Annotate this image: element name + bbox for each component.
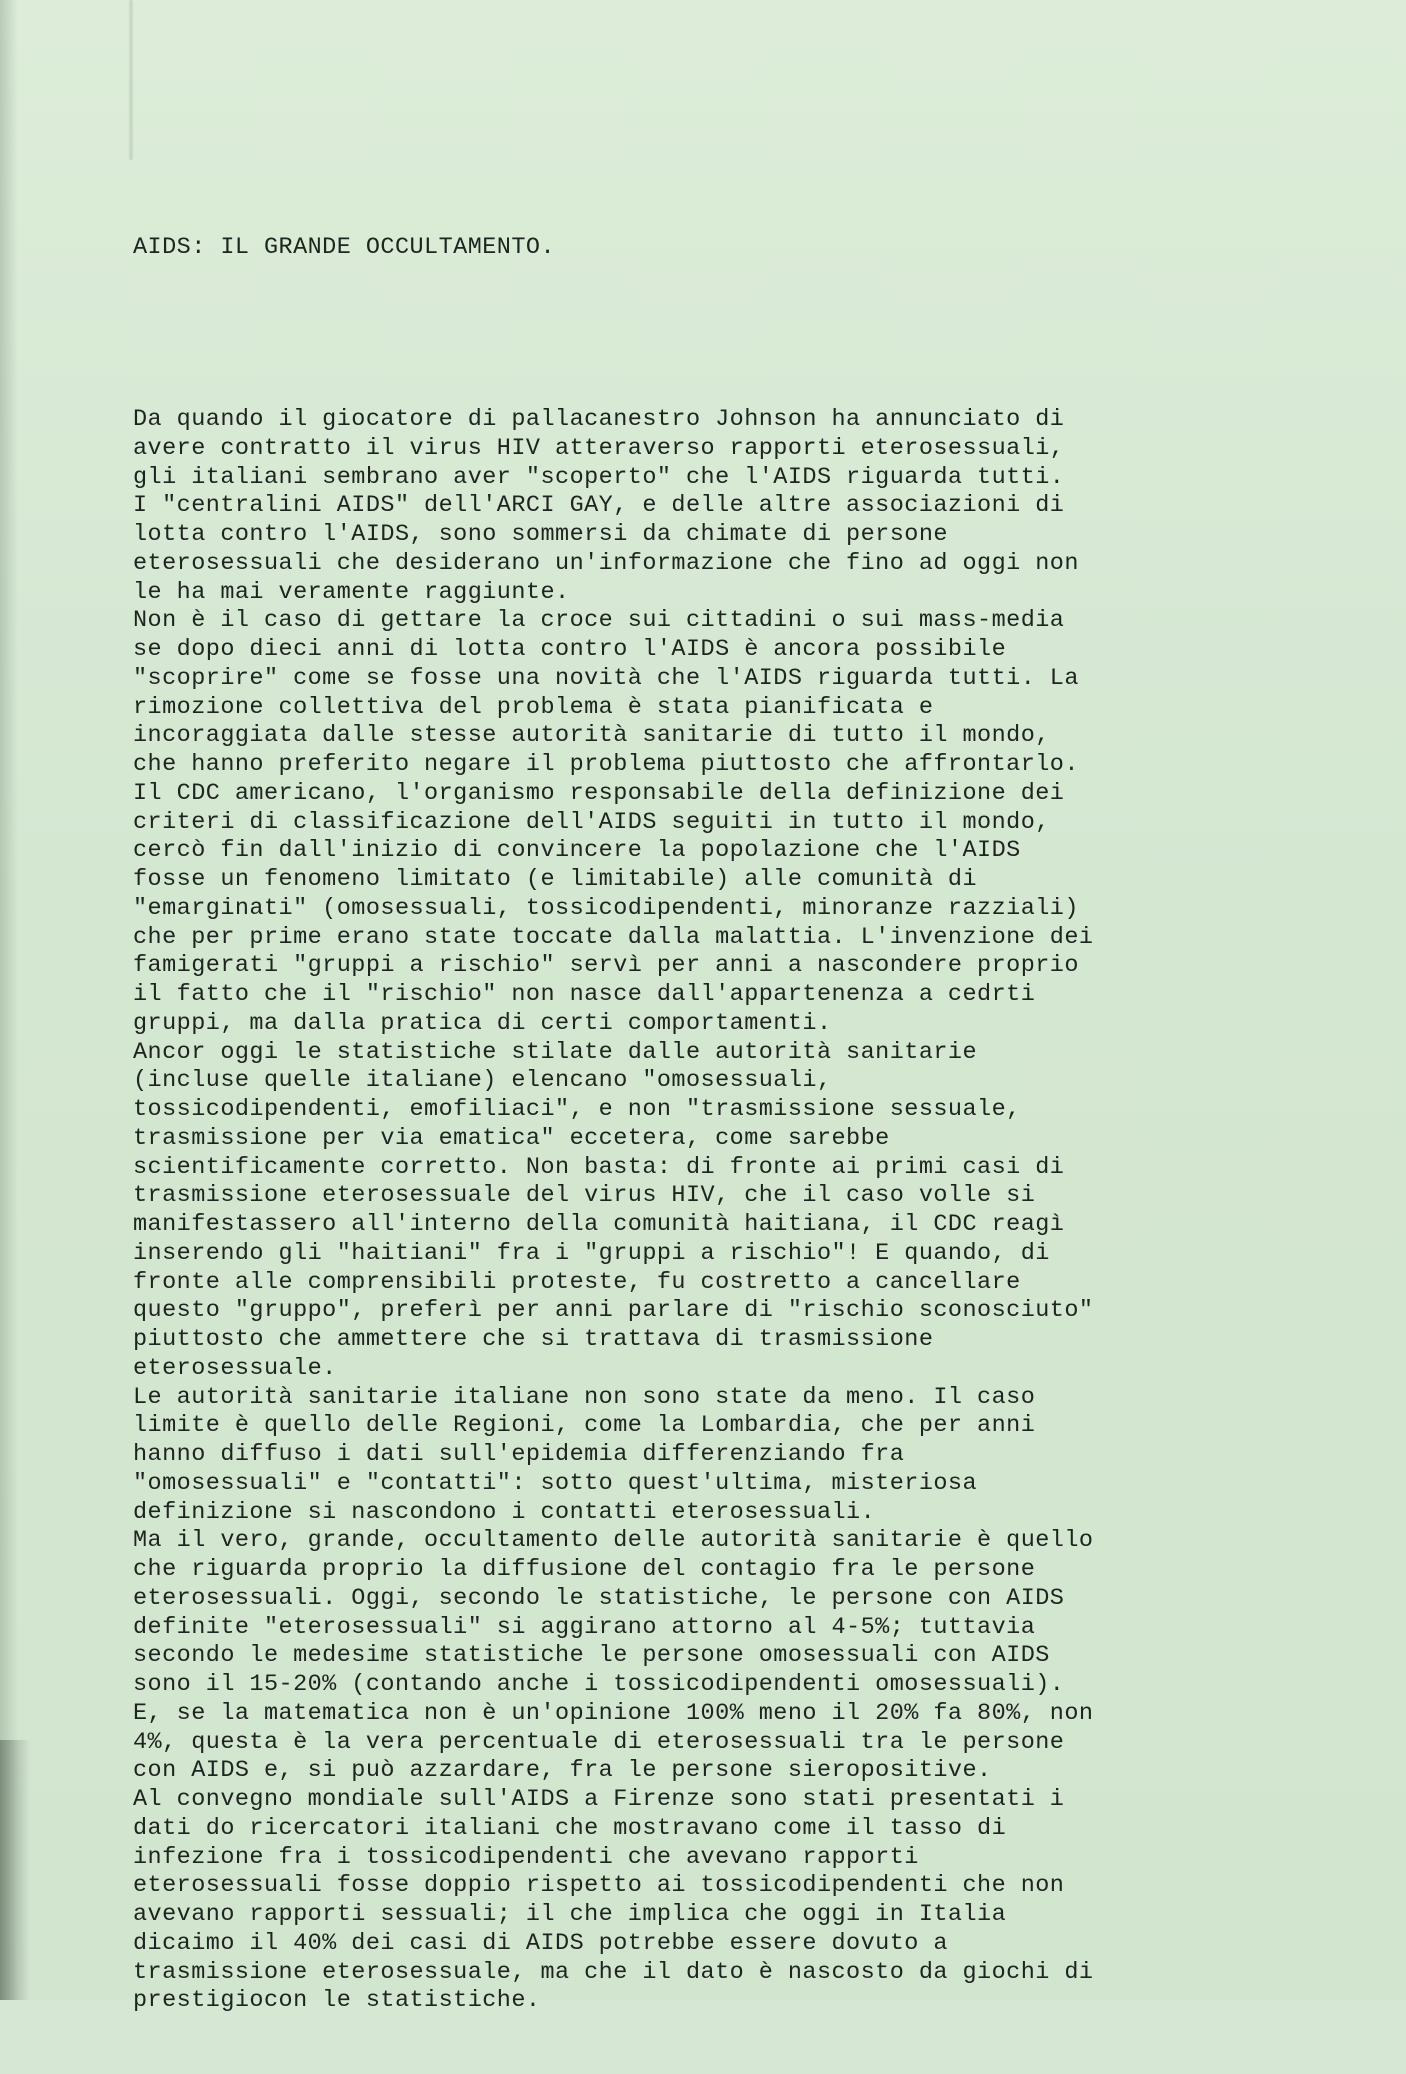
text-line: famigerati "gruppi a rischio" servì per anni a nascondere proprio bbox=[133, 952, 1079, 980]
text-line: I "centralini AIDS" dell'ARCI GAY, e delle altre associazioni di bbox=[133, 492, 1065, 520]
text-line: avevano rapporti sessuali; il che implica che oggi in Italia bbox=[133, 1901, 1007, 1928]
text-line: Da quando il giocatore di pallacanestro Johnson ha annunciato di bbox=[133, 406, 1065, 433]
text-line: gli italiani sembrano aver "scoperto" che l'AIDS riguarda tutti. bbox=[133, 463, 1065, 491]
text-line: dicaimo il 40% dei casi di AIDS potrebbe essere dovuto a bbox=[133, 1929, 948, 1957]
text-line: con AIDS e, si può azzardare, fra le persone sieropositive. bbox=[133, 1757, 992, 1785]
text-line: dati do ricercatori italiani che mostravano come il tasso di bbox=[133, 1814, 1007, 1842]
text-line: (incluse quelle italiane) elencano "omosessuali, bbox=[133, 1067, 832, 1095]
text-line: gruppi, ma dalla pratica di certi comportamenti. bbox=[133, 1009, 832, 1037]
paper-fold-mark bbox=[128, 0, 134, 160]
text-line: se dopo dieci anni di lotta contro l'AIDS è ancora possibile bbox=[133, 636, 1007, 663]
text-line: eterosessuali. Oggi, secondo le statistiche, le persone con AIDS bbox=[133, 1584, 1065, 1612]
text-line: limite è quello delle Regioni, come la Lombardia, che per anni bbox=[133, 1412, 1036, 1440]
text-line: "omosessuali" e "contatti": sotto quest'ultima, misteriosa bbox=[133, 1469, 978, 1497]
text-line: le ha mai veramente raggiunte. bbox=[133, 578, 570, 606]
document-title: AIDS: IL GRANDE OCCULTAMENTO. bbox=[133, 233, 556, 261]
text-line: cercò fin dall'inizio di convincere la popolazione che l'AIDS bbox=[133, 837, 1021, 865]
text-line: E, se la matematica non è un'opinione 100% meno il 20% fa 80%, non bbox=[133, 1699, 1094, 1727]
text-line: che per prime erano state toccate dalla malattia. L'invenzione dei bbox=[133, 923, 1094, 951]
text-line: scientificamente corretto. Non basta: di fronte ai primi casi di bbox=[133, 1153, 1065, 1181]
typed-text-block bbox=[133, 176, 1313, 2074]
text-line: Il CDC americano, l'organismo responsabile della definizione dei bbox=[133, 779, 1065, 807]
text-line: fosse un fenomeno limitato (e limitabile) alle comunità di bbox=[133, 866, 978, 893]
text-line: avere contratto il virus HIV atteraverso rapporti eterosessuali, bbox=[133, 434, 1065, 462]
text-line: tossicodipendenti, emofiliaci", e non "trasmissione sessuale, bbox=[133, 1096, 1021, 1123]
text-line: eterosessuali fosse doppio rispetto ai tossicodipendenti che non bbox=[133, 1872, 1065, 1900]
text-line: sono il 15-20% (contando anche i tossicodipendenti omosessuali). bbox=[133, 1671, 1065, 1698]
text-line: definizione si nascondono i contatti eterosessuali. bbox=[133, 1498, 876, 1526]
text-line: che riguarda proprio la diffusione del contagio fra le persone bbox=[133, 1556, 1036, 1583]
blank-line bbox=[133, 320, 1313, 349]
text-line: fronte alle comprensibili proteste, fu costretto a cancellare bbox=[133, 1268, 1021, 1296]
text-line: trasmissione eterosessuale, ma che il dato è nascosto da giochi di bbox=[133, 1958, 1094, 1986]
text-line: manifestassero all'interno della comunità haitiana, il CDC reagì bbox=[133, 1211, 1065, 1238]
text-line: Ancor oggi le statistiche stilate dalle autorità sanitarie bbox=[133, 1038, 978, 1066]
text-line: piuttosto che ammettere che si trattava di trasmissione bbox=[133, 1326, 934, 1353]
text-line: che hanno preferito negare il problema piuttosto che affrontarlo. bbox=[133, 751, 1079, 778]
text-line: infezione fra i tossicodipendenti che avevano rapporti bbox=[133, 1843, 919, 1871]
text-line: inserendo gli "haitiani" fra i "gruppi a rischio"! E quando, di bbox=[133, 1239, 1050, 1267]
paper-corner-shadow bbox=[0, 1740, 30, 2000]
text-line: secondo le medesime statistiche le persone omosessuali con AIDS bbox=[133, 1642, 1050, 1670]
text-line: Le autorità sanitarie italiane non sono state da meno. Il caso bbox=[133, 1383, 1036, 1411]
text-line: "scoprire" come se fosse una novità che l'AIDS riguarda tutti. La bbox=[133, 664, 1079, 692]
text-line: questo "gruppo", preferì per anni parlare di "rischio sconosciuto" bbox=[133, 1297, 1094, 1325]
body-text bbox=[133, 406, 1313, 2016]
text-line: trasmissione eterosessuale del virus HIV, che il caso volle si bbox=[133, 1182, 1036, 1210]
text-line: 4%, questa è la vera percentuale di eterosessuali tra le persone bbox=[133, 1728, 1065, 1756]
text-line: Al convegno mondiale sull'AIDS a Firenze sono stati presentati i bbox=[133, 1786, 1065, 1813]
text-line: eterosessuale. bbox=[133, 1354, 337, 1382]
text-line: trasmissione per via ematica" eccetera, come sarebbe bbox=[133, 1124, 890, 1152]
text-line: "emarginati" (omosessuali, tossicodipendenti, minoranze razziali) bbox=[133, 894, 1079, 922]
text-line: lotta contro l'AIDS, sono sommersi da chimate di persone bbox=[133, 521, 948, 548]
text-line: hanno diffuso i dati sull'epidemia differenziando fra bbox=[133, 1441, 905, 1468]
text-line: il fatto che il "rischio" non nasce dall'appartenenza a cedrti bbox=[133, 981, 1036, 1008]
text-line: definite "eterosessuali" si aggirano attorno al 4-5%; tuttavia bbox=[133, 1613, 1036, 1641]
text-line: prestigiocon le statistiche. bbox=[133, 1987, 541, 2015]
text-line: criteri di classificazione dell'AIDS seguiti in tutto il mondo, bbox=[133, 808, 1050, 836]
text-line: Ma il vero, grande, occultamento delle autorità sanitarie è quello bbox=[133, 1527, 1094, 1555]
text-line: Non è il caso di gettare la croce sui cittadini o sui mass-media bbox=[133, 607, 1065, 635]
paper-edge-shadow bbox=[0, 0, 18, 2000]
text-line: eterosessuali che desiderano un'informazione che fino ad oggi non bbox=[133, 549, 1079, 577]
text-line: rimozione collettiva del problema è stata pianificata e bbox=[133, 693, 934, 721]
text-line: incoraggiata dalle stesse autorità sanitarie di tutto il mondo, bbox=[133, 722, 1050, 750]
